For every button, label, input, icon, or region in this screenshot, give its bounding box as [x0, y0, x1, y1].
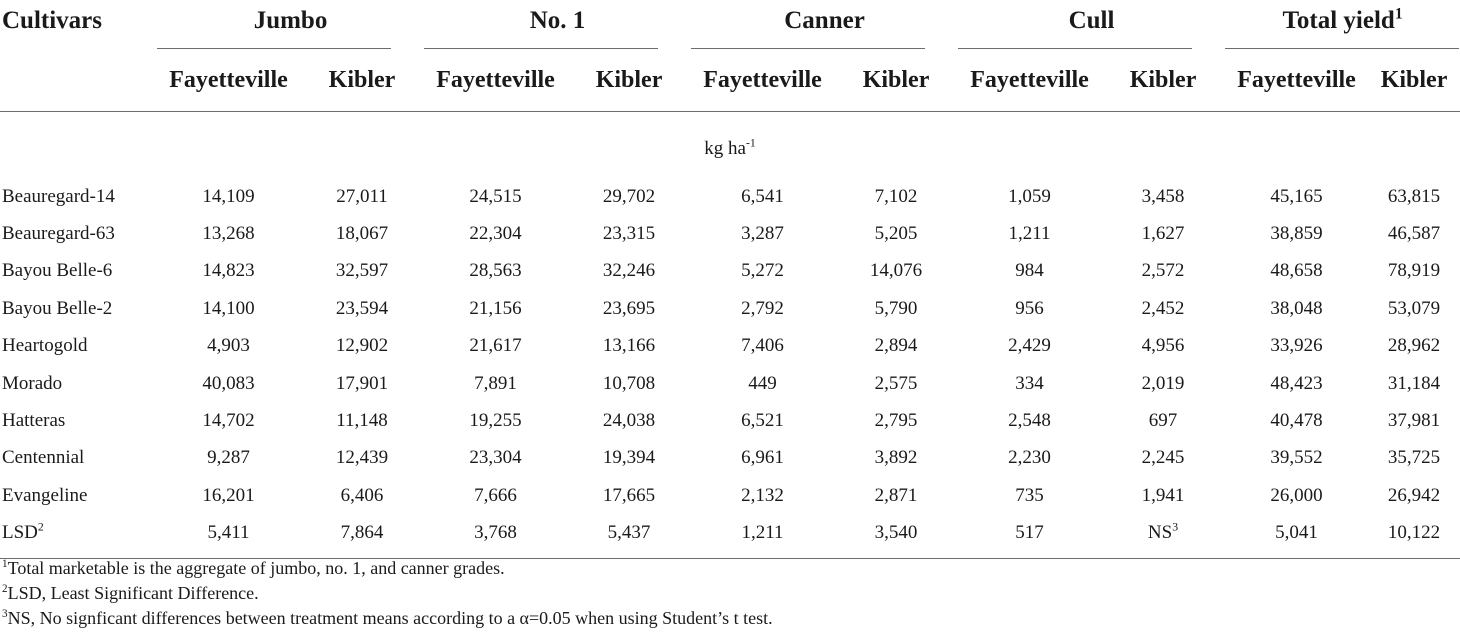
cell-value: 2,548 — [1008, 410, 1051, 432]
cultivar-name: Heartogold — [2, 335, 88, 357]
cell-value: 37,981 — [1387, 410, 1441, 432]
value-cell — [958, 215, 1101, 252]
cell-value: 46,587 — [1387, 223, 1441, 245]
cell-value: 21,156 — [469, 297, 522, 319]
cell-value: 14,109 — [202, 185, 255, 207]
cell-value: 10,122 — [1387, 522, 1441, 544]
subheader-kibler: Kibler — [834, 49, 958, 112]
cultivar-name-cell — [0, 215, 157, 252]
table-row — [0, 515, 1460, 559]
group-header-row — [0, 0, 1460, 48]
value-cell — [424, 178, 567, 215]
group-footnote-mark: 1 — [1394, 5, 1403, 23]
value-cell — [1101, 328, 1225, 365]
value-cell — [691, 402, 834, 439]
cultivar-name: Beauregard-14 — [2, 185, 115, 207]
cell-value: 2,245 — [1141, 447, 1185, 469]
cell-value: 45,165 — [1270, 185, 1323, 207]
table-row — [0, 440, 1460, 477]
value-cell — [567, 253, 691, 290]
cell-value: 14,100 — [202, 297, 255, 319]
value-cell — [1225, 402, 1368, 439]
group-label: Total yield — [1282, 7, 1395, 34]
cell-value: 32,597 — [335, 260, 389, 282]
value-cell — [157, 215, 300, 252]
cell-value: 3,287 — [741, 223, 784, 245]
cell-value: 2,019 — [1141, 372, 1185, 394]
cultivar-name: LSD — [2, 522, 38, 544]
value-cell — [300, 253, 424, 290]
value-cell — [958, 290, 1101, 327]
cell-value: 23,315 — [602, 223, 656, 245]
cultivar-name-cell — [0, 402, 157, 439]
value-cell — [691, 178, 834, 215]
cultivar-name-cell — [0, 253, 157, 290]
value-cell — [1368, 178, 1460, 215]
value-cell — [567, 515, 691, 559]
subheader-fayetteville: Fayetteville — [958, 49, 1101, 112]
cell-value: 2,894 — [874, 335, 918, 357]
value-cell — [424, 290, 567, 327]
value-cell — [157, 290, 300, 327]
value-cell — [157, 328, 300, 365]
value-cell — [958, 178, 1101, 215]
cell-value: 6,521 — [741, 410, 784, 432]
cultivar-name: Centennial — [2, 447, 85, 469]
cell-value: 18,067 — [335, 223, 389, 245]
table-row — [0, 215, 1460, 252]
unit-label: kg ha — [704, 138, 746, 159]
value-cell — [567, 365, 691, 402]
value-cell — [157, 477, 300, 514]
subheader-blank — [0, 49, 157, 112]
value-cell — [958, 365, 1101, 402]
cell-value: 13,166 — [602, 335, 656, 357]
value-cell — [157, 515, 300, 559]
value-cell — [958, 515, 1101, 559]
cell-value: 7,102 — [874, 185, 918, 207]
cell-value: 3,540 — [874, 522, 918, 544]
cell-value: 2,452 — [1141, 297, 1185, 319]
group-label: Canner — [784, 7, 865, 34]
cell-value: 2,795 — [874, 410, 918, 432]
cell-value: 38,048 — [1270, 297, 1323, 319]
cell-value: 28,563 — [469, 260, 522, 282]
value-cell — [1101, 290, 1225, 327]
cell-value: 7,891 — [474, 372, 517, 394]
cultivar-name: Bayou Belle-2 — [2, 297, 113, 319]
table-row — [0, 477, 1460, 514]
value-cell — [157, 253, 300, 290]
value-cell — [157, 365, 300, 402]
cell-value: NS — [1147, 522, 1173, 544]
cell-value: 29,702 — [602, 185, 656, 207]
cell-value: 24,038 — [602, 410, 656, 432]
cell-value: 2,575 — [874, 372, 918, 394]
cultivar-name-cell — [0, 328, 157, 365]
value-cell — [1225, 515, 1368, 559]
cell-value: 6,406 — [340, 484, 384, 506]
value-cell — [567, 402, 691, 439]
value-cell — [424, 328, 567, 365]
value-cell — [567, 440, 691, 477]
value-cell — [567, 178, 691, 215]
value-cell — [567, 477, 691, 514]
value-cell — [1225, 253, 1368, 290]
footnote-mark: 3 — [1172, 520, 1179, 534]
value-cell — [958, 253, 1101, 290]
cell-value: 21,617 — [469, 335, 522, 357]
subheader-kibler: Kibler — [1368, 49, 1460, 112]
table-row — [0, 178, 1460, 215]
cell-value: 22,304 — [469, 223, 522, 245]
cell-value: 5,411 — [207, 522, 250, 544]
cell-value: 33,926 — [1270, 335, 1323, 357]
value-cell — [424, 253, 567, 290]
table-row — [0, 290, 1460, 327]
footnote-text: LSD, Least Significant Difference. — [7, 583, 259, 603]
cell-value: 16,201 — [202, 484, 255, 506]
value-cell — [300, 290, 424, 327]
value-cell — [958, 477, 1101, 514]
cell-value: 3,892 — [874, 447, 918, 469]
table-row — [0, 402, 1460, 439]
cell-value: 1,211 — [741, 522, 784, 544]
table-row — [0, 253, 1460, 290]
value-cell — [1368, 328, 1460, 365]
cultivar-name: Morado — [2, 372, 63, 394]
value-cell — [1368, 215, 1460, 252]
footnote-number: 2 — [2, 583, 8, 595]
cell-value: 735 — [1015, 484, 1044, 506]
cell-value: 31,184 — [1387, 372, 1441, 394]
cell-value: 53,079 — [1387, 297, 1441, 319]
cell-value: 4,956 — [1141, 335, 1185, 357]
subheader-row — [0, 49, 1460, 112]
cell-value: 12,439 — [335, 447, 389, 469]
cultivar-name-cell — [0, 515, 157, 559]
cell-value: 449 — [748, 372, 777, 394]
cell-value: 697 — [1148, 410, 1178, 432]
cultivar-name-cell — [0, 365, 157, 402]
cell-value: 2,792 — [741, 297, 784, 319]
value-cell — [157, 402, 300, 439]
cell-value: 9,287 — [207, 447, 250, 469]
table-row — [0, 365, 1460, 402]
cell-value: 7,666 — [474, 484, 517, 506]
footnote — [2, 556, 1442, 581]
value-cell — [567, 215, 691, 252]
cell-value: 7,864 — [340, 522, 384, 544]
cell-value: 26,000 — [1270, 484, 1323, 506]
cell-value: 14,702 — [202, 410, 255, 432]
cell-value: 1,211 — [1008, 223, 1051, 245]
cell-value: 38,859 — [1270, 223, 1323, 245]
table-body — [0, 112, 1460, 559]
table-row — [0, 328, 1460, 365]
cell-value: 5,205 — [874, 223, 918, 245]
cell-value: 11,148 — [336, 410, 388, 432]
value-cell — [424, 365, 567, 402]
subheader-fayetteville: Fayetteville — [424, 49, 567, 112]
footnote — [2, 606, 1442, 631]
footnote-number: 1 — [2, 558, 8, 570]
group-header-cull — [958, 0, 1225, 48]
subheader-kibler: Kibler — [300, 49, 424, 112]
value-cell — [691, 328, 834, 365]
footnote-number: 3 — [2, 608, 8, 620]
cell-value: 27,011 — [336, 185, 388, 207]
value-cell — [834, 515, 958, 559]
value-cell — [1101, 253, 1225, 290]
value-cell — [691, 290, 834, 327]
footnotes — [2, 556, 1442, 631]
footnote-text: NS, No signficant differences between treatment means according to a α=0.05 when using Student’s t test. — [7, 608, 773, 628]
value-cell — [1225, 328, 1368, 365]
footnote — [2, 581, 1442, 606]
value-cell — [424, 215, 567, 252]
value-cell — [834, 328, 958, 365]
footnote-mark: 2 — [37, 520, 44, 534]
value-cell — [1368, 440, 1460, 477]
subheader-fayetteville: Fayetteville — [691, 49, 834, 112]
value-cell — [300, 515, 424, 559]
group-header-canner — [691, 0, 958, 48]
cell-value: 48,658 — [1270, 260, 1323, 282]
value-cell — [834, 365, 958, 402]
subheader-kibler: Kibler — [1101, 49, 1225, 112]
value-cell — [1101, 402, 1225, 439]
group-label: No. 1 — [529, 7, 586, 34]
cell-value: 39,552 — [1270, 447, 1323, 469]
cell-value: 23,594 — [335, 297, 389, 319]
value-cell — [834, 215, 958, 252]
cell-value: 5,272 — [741, 260, 784, 282]
value-cell — [691, 477, 834, 514]
value-cell — [300, 365, 424, 402]
cell-value: 10,708 — [602, 372, 656, 394]
cell-value: 19,255 — [469, 410, 522, 432]
unit-exponent: -1 — [745, 136, 756, 150]
cell-value: 984 — [1015, 260, 1044, 282]
value-cell — [424, 440, 567, 477]
value-cell — [691, 215, 834, 252]
value-cell — [300, 328, 424, 365]
value-cell — [834, 290, 958, 327]
cell-value: 63,815 — [1387, 185, 1441, 207]
cell-value: 32,246 — [602, 260, 656, 282]
cell-value: 6,541 — [741, 185, 784, 207]
cell-value: 2,871 — [874, 484, 918, 506]
value-cell — [1368, 290, 1460, 327]
cell-value: 24,515 — [469, 185, 522, 207]
value-cell — [1368, 365, 1460, 402]
value-cell — [958, 402, 1101, 439]
unit-row — [0, 112, 1460, 179]
value-cell — [424, 477, 567, 514]
cell-value: 7,406 — [741, 335, 784, 357]
cell-value: 40,478 — [1270, 410, 1323, 432]
value-cell — [1101, 515, 1225, 559]
cultivar-name: Evangeline — [2, 484, 88, 506]
value-cell — [1225, 178, 1368, 215]
cell-value: 1,941 — [1141, 484, 1185, 506]
cell-value: 334 — [1015, 372, 1044, 394]
value-cell — [1225, 215, 1368, 252]
cultivar-name: Bayou Belle-6 — [2, 260, 113, 282]
value-cell — [1225, 290, 1368, 327]
cell-value: 17,665 — [602, 484, 656, 506]
cell-value: 23,304 — [469, 447, 522, 469]
group-label: Cull — [1068, 7, 1115, 34]
value-cell — [1101, 440, 1225, 477]
value-cell — [691, 515, 834, 559]
value-cell — [300, 440, 424, 477]
value-cell — [300, 477, 424, 514]
subheader-fayetteville: Fayetteville — [157, 49, 300, 112]
cell-value: 2,132 — [741, 484, 784, 506]
cell-value: 6,961 — [741, 447, 784, 469]
group-label: Jumbo — [253, 7, 328, 34]
cell-value: 956 — [1015, 297, 1044, 319]
corner-header: Cultivars — [2, 7, 102, 34]
subheader-kibler: Kibler — [567, 49, 691, 112]
value-cell — [424, 515, 567, 559]
cell-value: 3,458 — [1141, 185, 1185, 207]
cell-value: 26,942 — [1387, 484, 1441, 506]
value-cell — [1101, 477, 1225, 514]
cell-value: 517 — [1015, 522, 1044, 544]
value-cell — [1225, 365, 1368, 402]
cultivar-name: Beauregard-63 — [2, 223, 115, 245]
cell-value: 5,790 — [874, 297, 918, 319]
cultivar-name-cell — [0, 440, 157, 477]
value-cell — [834, 402, 958, 439]
cell-value: 13,268 — [202, 223, 255, 245]
footnote-text: Total marketable is the aggregate of jumbo, no. 1, and canner grades. — [7, 558, 505, 578]
value-cell — [1101, 178, 1225, 215]
value-cell — [300, 178, 424, 215]
cell-value: 40,083 — [202, 372, 255, 394]
value-cell — [834, 253, 958, 290]
cultivar-name-cell — [0, 477, 157, 514]
value-cell — [424, 402, 567, 439]
cell-value: 14,076 — [869, 260, 923, 282]
cell-value: 23,695 — [602, 297, 656, 319]
cell-value: 14,823 — [202, 260, 255, 282]
cell-value: 5,437 — [607, 522, 651, 544]
cell-value: 2,572 — [1141, 260, 1185, 282]
group-header-jumbo — [157, 0, 424, 48]
value-cell — [567, 328, 691, 365]
value-cell — [834, 440, 958, 477]
value-cell — [834, 178, 958, 215]
value-cell — [1225, 477, 1368, 514]
cell-value: 35,725 — [1387, 447, 1441, 469]
cell-value: 28,962 — [1387, 335, 1441, 357]
value-cell — [1101, 365, 1225, 402]
value-cell — [1225, 440, 1368, 477]
cell-value: 5,041 — [1275, 522, 1318, 544]
cell-value: 2,230 — [1008, 447, 1051, 469]
value-cell — [1101, 215, 1225, 252]
value-cell — [958, 440, 1101, 477]
cell-value: 12,902 — [335, 335, 389, 357]
cell-value: 3,768 — [474, 522, 517, 544]
value-cell — [834, 477, 958, 514]
cell-value: 1,059 — [1008, 185, 1051, 207]
cell-value: 17,901 — [335, 372, 389, 394]
cell-value: 19,394 — [602, 447, 656, 469]
cultivar-name: Hatteras — [2, 410, 66, 432]
value-cell — [958, 328, 1101, 365]
value-cell — [300, 215, 424, 252]
value-cell — [157, 440, 300, 477]
cell-value: 2,429 — [1008, 335, 1051, 357]
cultivar-name-cell — [0, 178, 157, 215]
value-cell — [691, 253, 834, 290]
value-cell — [691, 440, 834, 477]
cell-value: 48,423 — [1270, 372, 1323, 394]
value-cell — [157, 178, 300, 215]
group-header-total-yield — [1225, 0, 1460, 48]
value-cell — [1368, 477, 1460, 514]
cell-value: 1,627 — [1141, 223, 1185, 245]
value-cell — [567, 290, 691, 327]
cultivar-name-cell — [0, 290, 157, 327]
value-cell — [1368, 402, 1460, 439]
value-cell — [1368, 515, 1460, 559]
value-cell — [1368, 253, 1460, 290]
subheader-fayetteville: Fayetteville — [1225, 49, 1368, 112]
value-cell — [300, 402, 424, 439]
cell-value: 4,903 — [207, 335, 250, 357]
value-cell — [691, 365, 834, 402]
cell-value: 78,919 — [1387, 260, 1441, 282]
group-header-no1 — [424, 0, 691, 48]
